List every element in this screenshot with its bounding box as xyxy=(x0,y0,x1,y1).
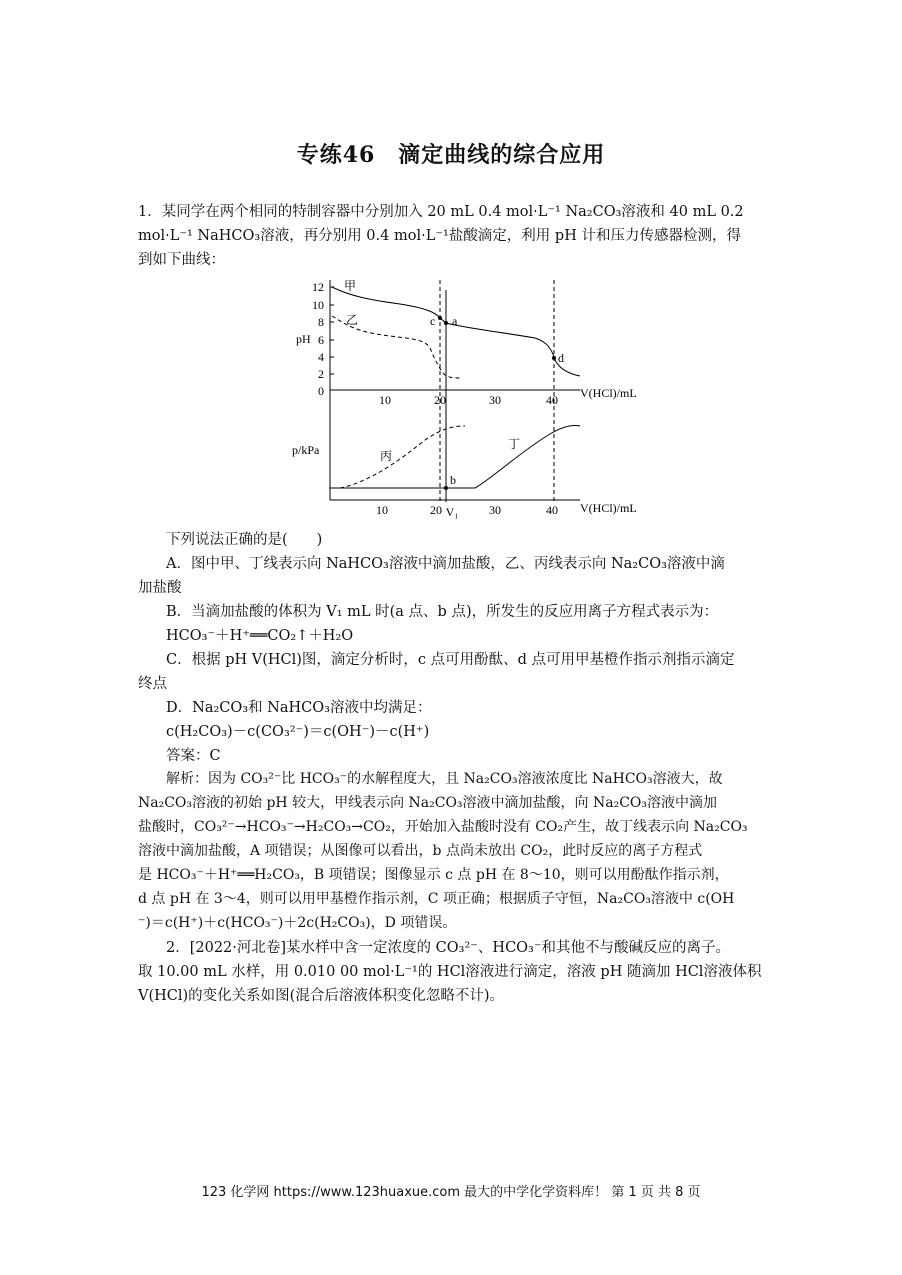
q2-line3: V(HCl)的变化关系如图(混合后溶液体积变化忽略不计)。 xyxy=(138,988,504,1004)
q1-stem-line1: 1．某同学在两个相同的特制容器中分别加入 20 mL 0.4 mol·L⁻¹ Na₂CO₃溶液和 40 mL 0.2 xyxy=(138,204,744,220)
top-xtick-20: 20 xyxy=(434,393,446,407)
titration-figure xyxy=(290,270,650,520)
q1-option-b-line2: HCO₃⁻＋H⁺══CO₂↑＋H₂O xyxy=(166,628,354,644)
q1-option-d-line2: c(H₂CO₃)－c(CO₃²⁻)＝c(OH⁻)－c(H⁺) xyxy=(166,724,430,740)
top-xtick-40: 40 xyxy=(546,393,558,407)
top-ytick-0: 0 xyxy=(318,384,324,398)
q1-explanation-line6: d 点 pH 在 3～4，则可以用甲基橙作指示剂，C 项正确；根据质子守恒，Na₂CO₃溶液中 c(OH xyxy=(138,891,735,907)
q1-option-b-line1: B．当滴加盐酸的体积为 V₁ mL 时(a 点、b 点)，所发生的反应用离子方程式表示为： xyxy=(166,604,719,620)
page-title: 专练46 滴定曲线的综合应用 xyxy=(296,142,606,168)
q2-line2: 取 10.00 mL 水样，用 0.010 00 mol·L⁻¹的 HCl溶液进行滴定，溶液 pH 随滴加 HCl溶液体积 xyxy=(138,964,762,980)
bottom-xtick-30: 30 xyxy=(489,503,501,517)
point-c: c xyxy=(430,314,436,328)
bottom-xtick-20: 20 xyxy=(430,503,442,517)
q1-explanation-line1: 解析：因为 CO₃²⁻比 HCO₃⁻的水解程度大，且 Na₂CO₃溶液浓度比 NaHCO₃溶液大，故 xyxy=(166,771,723,787)
top-ylabel: pH xyxy=(296,332,311,346)
q1-explanation-line4: 溶液中滴加盐酸，A 项错误；从图像可以看出，b 点尚未放出 CO₂，此时反应的离子方程式 xyxy=(138,843,703,859)
q1-answer: 答案：C xyxy=(166,748,221,764)
top-xtick-30: 30 xyxy=(489,393,501,407)
top-ytick-6: 6 xyxy=(318,333,324,347)
point-b: b xyxy=(450,473,456,487)
bottom-xtick-40: 40 xyxy=(546,503,558,517)
q1-option-a-line2: 加盐酸 xyxy=(138,580,182,596)
top-ytick-12: 12 xyxy=(312,280,324,294)
label-ding: 丁 xyxy=(508,437,521,451)
top-xtick-10: 10 xyxy=(379,393,391,407)
top-ytick-4: 4 xyxy=(318,350,324,364)
q1-explanation-line7: ⁻)＝c(H⁺)＋c(HCO₃⁻)＋2c(H₂CO₃)，D 项错误。 xyxy=(138,915,457,931)
q1-stem-line3: 到如下曲线： xyxy=(138,252,225,268)
point-a: a xyxy=(452,314,458,328)
bottom-v1-label: V₁ xyxy=(445,505,459,519)
q1-stem-line2: mol·L⁻¹ NaHCO₃溶液，再分别用 0.4 mol·L⁻¹盐酸滴定，利用 pH 计和压力传感器检测，得 xyxy=(138,228,741,244)
curve-ding xyxy=(446,425,580,488)
q1-explanation-line5: 是 HCO₃⁻＋H⁺══H₂CO₃，B 项错误；图像显示 c 点 pH 在 8～10，则可以用酚酞作指示剂， xyxy=(138,867,729,883)
q1-explanation-line2: Na₂CO₃溶液的初始 pH 较大，甲线表示向 Na₂CO₃溶液中滴加盐酸，向 Na₂CO₃溶液中滴加 xyxy=(138,795,718,811)
label-bing: 丙 xyxy=(380,449,393,463)
q1-option-d-line1: D．Na₂CO₃和 NaHCO₃溶液中均满足： xyxy=(166,700,432,716)
top-y-ticks xyxy=(330,287,334,374)
top-ytick-10: 10 xyxy=(312,298,324,312)
q1-option-a-line1: A．图中甲、丁线表示向 NaHCO₃溶液中滴加盐酸，乙、丙线表示向 Na₂CO₃溶液中滴 xyxy=(166,556,725,572)
bottom-xtick-10: 10 xyxy=(376,503,388,517)
bottom-xlabel: V(HCl)/mL xyxy=(580,501,637,515)
label-yi: 乙 xyxy=(346,313,359,327)
top-xlabel: V(HCl)/mL xyxy=(580,386,637,400)
point-d: d xyxy=(558,351,564,365)
curve-jia xyxy=(332,287,580,376)
top-ytick-8: 8 xyxy=(318,315,324,329)
q1-option-c-line1: C．根据 pH V(HCl)图，滴定分析时，c 点可用酚酞、d 点可用甲基橙作指示剂指示滴定 xyxy=(166,652,735,668)
top-ytick-2: 2 xyxy=(318,367,324,381)
q1-option-c-line2: 终点 xyxy=(138,676,167,692)
q1-prompt: 下列说法正确的是( ) xyxy=(166,532,323,548)
label-jia: 甲 xyxy=(344,279,357,293)
q2-line1: 2．[2022·河北卷]某水样中含一定浓度的 CO₃²⁻、HCO₃⁻和其他不与酸碱反应的离子。 xyxy=(166,940,731,956)
bottom-ylabel: p/kPa xyxy=(292,443,320,457)
q1-explanation-line3: 盐酸时，CO₃²⁻→HCO₃⁻→H₂CO₃→CO₂，开始加入盐酸时没有 CO₂产生，故丁线表示向 Na₂CO₃ xyxy=(138,819,748,835)
page-footer: 123 化学网 https://www.123huaxue.com 最大的中学化学资料库！ 第 1 页 共 8 页 xyxy=(201,1185,701,1200)
